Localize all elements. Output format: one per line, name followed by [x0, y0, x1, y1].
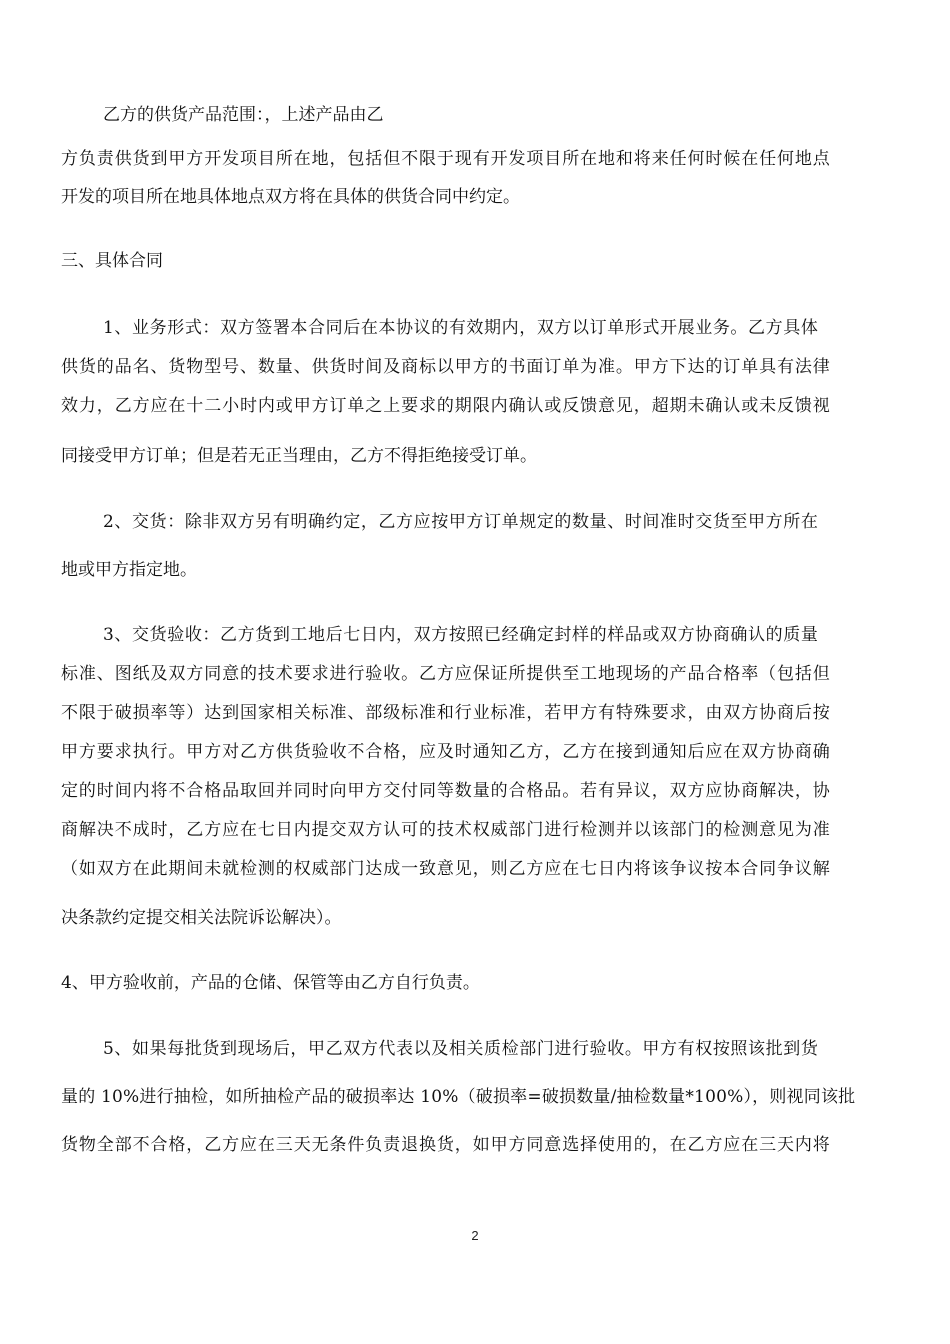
section-heading: 三、具体合同	[61, 251, 163, 271]
text-line: 开发的项目所在地具体地点双方将在具体的供货合同中约定。	[61, 187, 520, 207]
text-line: 方负责供货到甲方开发项目所在地，包括但不限于现有开发项目所在地和将来任何时候在任何地点	[61, 149, 831, 169]
text-line: 定的时间内将不合格品取回并同时向甲方交付同等数量的合格品。若有异议，双方应协商解决，协	[61, 781, 831, 801]
text-line: 乙方的供货产品范围：，上述产品由乙	[103, 105, 384, 125]
text-line: 4、甲方验收前，产品的仓储、保管等由乙方自行负责。	[61, 973, 480, 993]
text-line: 5、如果每批货到现场后，甲乙双方代表以及相关质检部门进行验收。甲方有权按照该批到货	[103, 1039, 819, 1059]
text-line: 3、交货验收：乙方货到工地后七日内，双方按照已经确定封样的样品或双方协商确认的质量	[103, 625, 819, 645]
text-line: 不限于破损率等）达到国家相关标准、部级标准和行业标准，若甲方有特殊要求，由双方协商后按	[61, 703, 831, 723]
text-line: 货物全部不合格，乙方应在三天无条件负责退换货，如甲方同意选择使用的，在乙方应在三天内将	[61, 1135, 831, 1155]
text-line: 同接受甲方订单；但是若无正当理由，乙方不得拒绝接受订单。	[61, 446, 537, 466]
text-line: 甲方要求执行。甲方对乙方供货验收不合格，应及时通知乙方，乙方在接到通知后应在双方协商确	[61, 742, 831, 762]
text-line: （如双方在此期间未就检测的权威部门达成一致意见，则乙方应在七日内将该争议按本合同争议解	[61, 859, 831, 879]
text-line: 决条款约定提交相关法院诉讼解决）。	[61, 908, 342, 928]
text-line: 地或甲方指定地。	[61, 560, 197, 580]
text-line: 1、业务形式：双方签署本合同后在本协议的有效期内，双方以订单形式开展业务。乙方具体	[103, 318, 819, 338]
text-line: 2、交货：除非双方另有明确约定，乙方应按甲方订单规定的数量、时间准时交货至甲方所在	[103, 512, 819, 532]
text-line: 效力，乙方应在十二小时内或甲方订单之上要求的期限内确认或反馈意见，超期未确认或未反馈视	[61, 396, 831, 416]
text-line: 商解决不成时，乙方应在七日内提交双方认可的技术权威部门进行检测并以该部门的检测意见为准	[61, 820, 831, 840]
text-line: 标准、图纸及双方同意的技术要求进行验收。乙方应保证所提供至工地现场的产品合格率（包括但	[61, 664, 831, 684]
page-number: 2	[471, 1228, 479, 1243]
text-line: 供货的品名、货物型号、数量、供货时间及商标以甲方的书面订单为准。甲方下达的订单具有法律	[61, 357, 831, 377]
text-line: 量的 10%进行抽检，如所抽检产品的破损率达 10%（破损率=破损数量/抽检数量*100%），则视同该批	[61, 1087, 856, 1107]
